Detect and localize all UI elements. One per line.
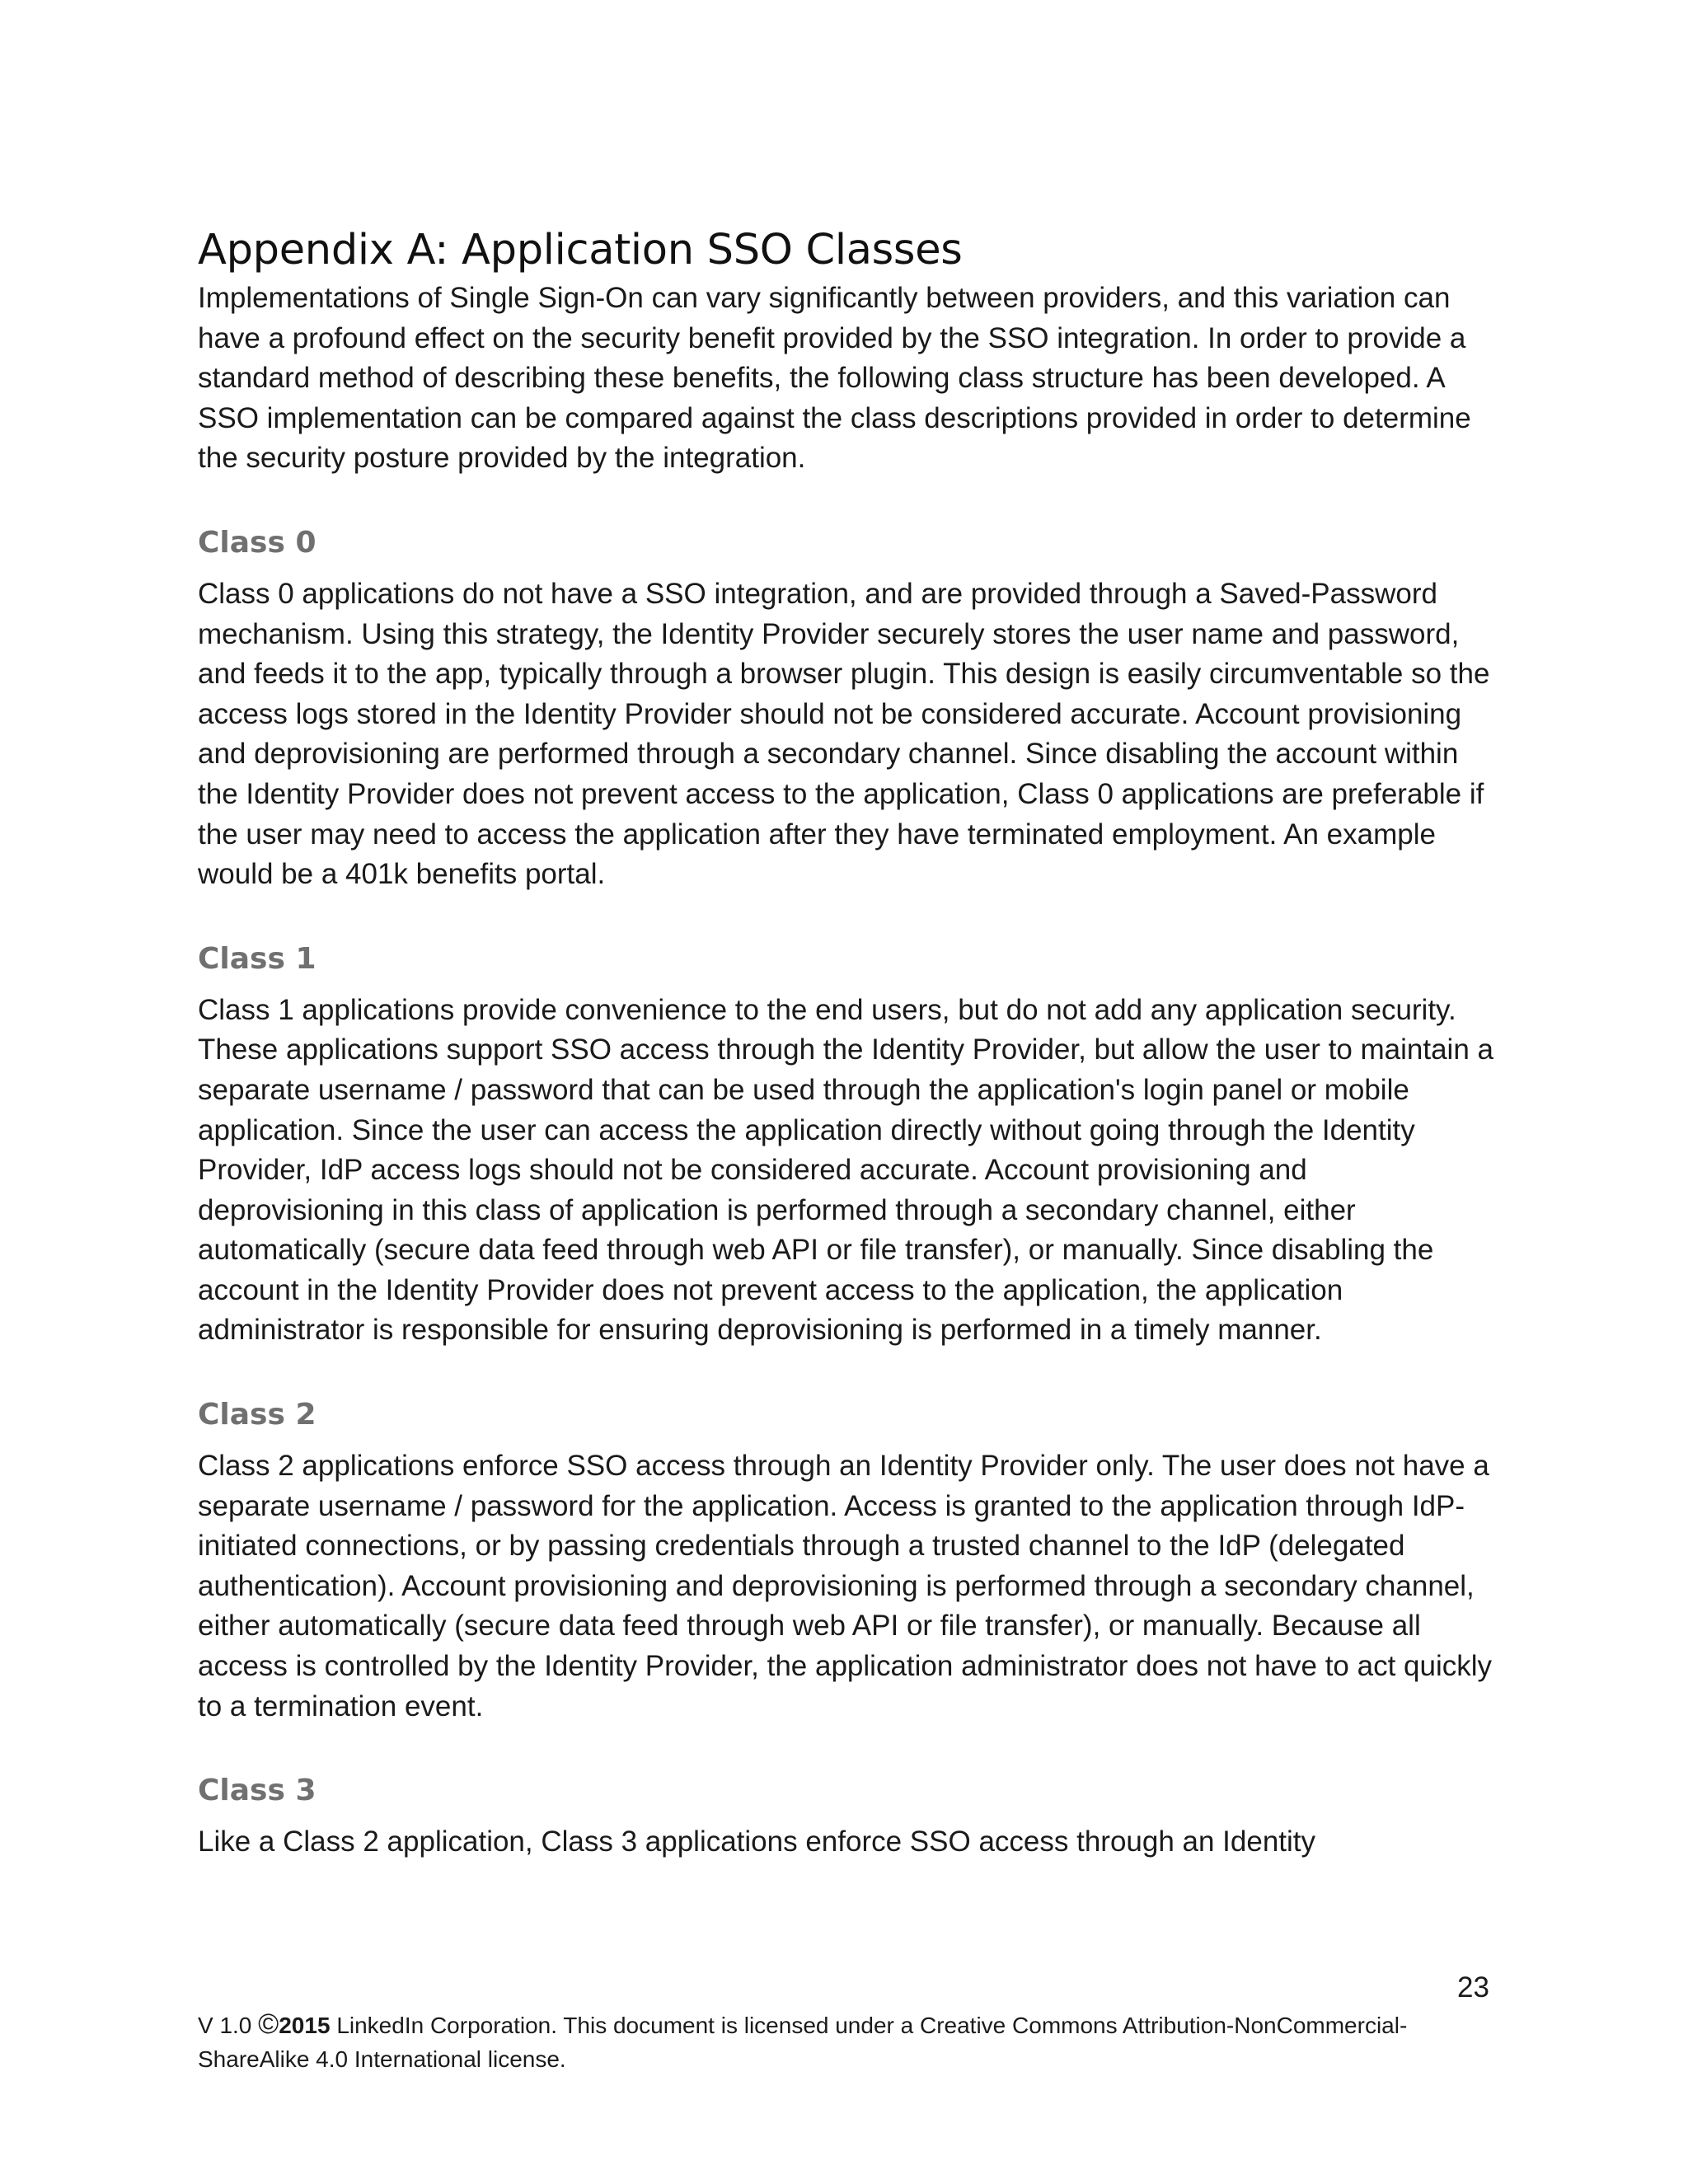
section-class-0: [198, 523, 1500, 895]
intro-paragraph: Implementations of Single Sign-On can vary significantly between providers, and this variation can have a profound effect on the security benefit provided by the SSO integration. In order to provide a standard method of describing these benefits, the following class structure has been developed. A SSO implementation can be compared against the class descriptions provided in order to determine the security posture provided by the integration.: [198, 282, 1471, 475]
section-class-2: [198, 1395, 1500, 1727]
footer-license-text: LinkedIn Corporation. This document is licensed under a Creative Commons Attribution-NonCommercial-ShareAlike 4.0 International license.: [198, 2013, 1408, 2072]
section-body: Class 1 applications provide convenience to the end users, but do not add any application security. These applications support SSO access through the Identity Provider, but allow the user to maintain a separate username / password that can be used through the application's login panel or mobile application. Since the user can access the application directly without going through the Identity Provider, IdP access logs should not be considered accurate. Account provisioning and deprovisioning in this class of application is performed through a secondary channel, either automatically (secure data feed through web API or file transfer), or manually. Since disabling the account in the Identity Provider does not prevent access to the application, the application administrator is responsible for ensuring deprovisioning is performed in a timely manner.: [198, 993, 1493, 1347]
footer-year: 2015: [279, 2013, 331, 2038]
appendix-title: Appendix A: Application SSO Classes: [198, 226, 963, 274]
section-class-3: [198, 1771, 1500, 1863]
section-heading: Class 2: [198, 1398, 316, 1432]
section-heading: Class 1: [198, 941, 316, 976]
section-heading: Class 0: [198, 525, 316, 560]
footer-version: V 1.0: [198, 2013, 252, 2038]
section-body: Like a Class 2 application, Class 3 applications enforce SSO access through an Identity: [198, 1825, 1316, 1858]
section-class-1: [198, 940, 1500, 1351]
section-body: Class 0 applications do not have a SSO integration, and are provided through a Saved-Password mechanism. Using this strategy, the Identity Provider securely stores the user name and password, and feeds it to the app, typically through a browser plugin. This design is easily circumventable so the access logs stored in the Identity Provider should not be considered accurate. Account provisioning and deprovisioning are performed through a secondary channel. Since disabling the account within the Identity Provider does not prevent access to the application, Class 0 applications are preferable if the user may need to access the application after they have terminated employment. An example would be a 401k benefits portal.: [198, 577, 1490, 891]
license-footer: [198, 2008, 1517, 2076]
copyright-symbol: ©: [258, 2008, 279, 2040]
section-heading: Class 3: [198, 1774, 316, 1808]
page-content: [198, 223, 1500, 1863]
page-number: 23: [1457, 1971, 1489, 2004]
section-body: Class 2 applications enforce SSO access through an Identity Provider only. The user does not have a separate username / password for the application. Access is granted to the application through IdP-initiated connections, or by passing credentials through a trusted channel to the IdP (delegated authentication). Account provisioning and deprovisioning is performed through a secondary channel, either automatically (secure data feed through web API or file transfer), or manually. Because all access is controlled by the Identity Provider, the application administrator does not have to act quickly to a termination event.: [198, 1450, 1493, 1722]
